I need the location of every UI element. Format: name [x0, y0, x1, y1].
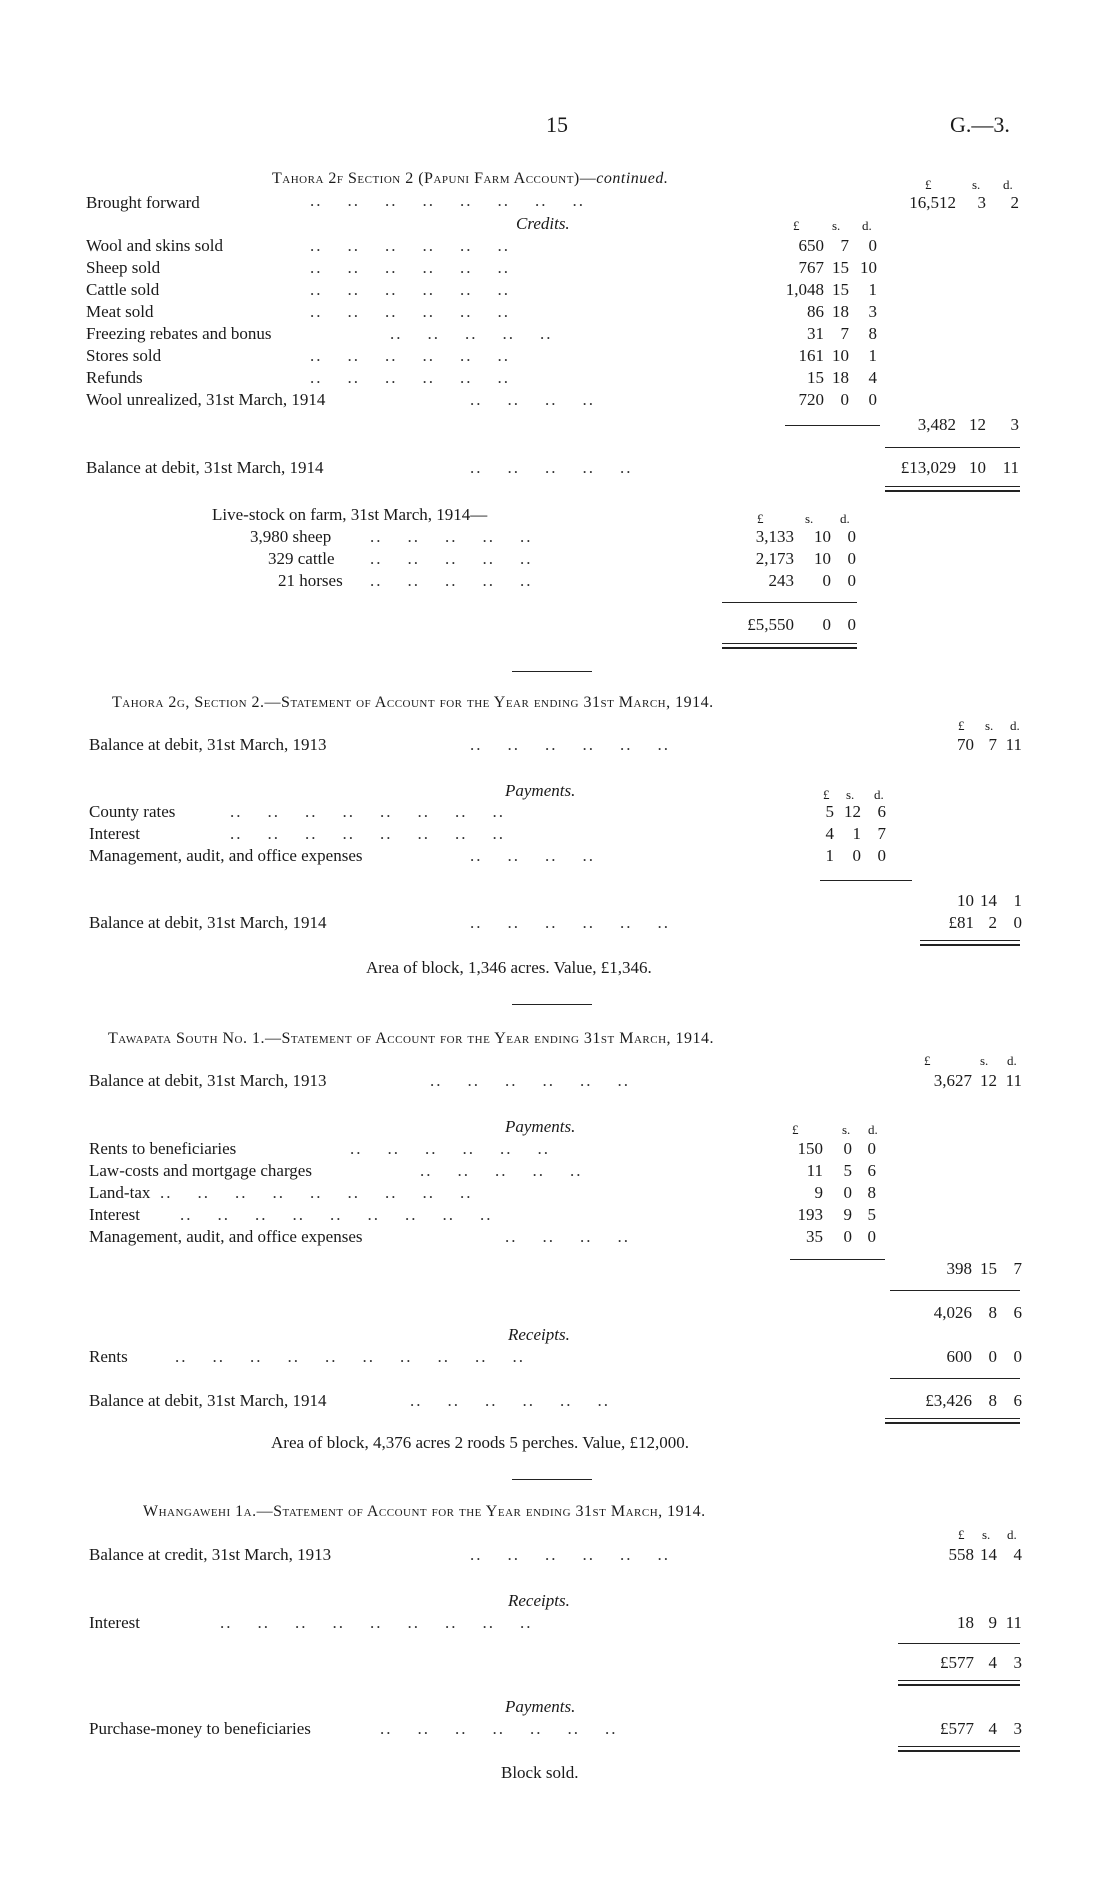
amount-shillings: 0: [843, 1183, 852, 1202]
double-rule: [898, 1680, 1020, 1686]
amount-shillings: 3: [977, 193, 986, 212]
amount-shillings: 0: [988, 1347, 997, 1366]
leader-dots: .. .. .. .. ..: [370, 527, 533, 546]
amount-pence: 11: [1005, 735, 1022, 754]
row-label: Freezing rebates and bonus: [86, 324, 272, 343]
leader-dots: .. .. .. .. .. ..: [470, 1545, 670, 1564]
leader-dots: .. .. .. .. ..: [390, 324, 553, 343]
amount-shillings: 4: [988, 1653, 997, 1672]
amount-shillings: 8: [988, 1391, 997, 1410]
amount-pence: 0: [868, 390, 877, 409]
amount-pence: 7: [877, 824, 886, 843]
amount-pence: 4: [1013, 1545, 1022, 1564]
amount-pounds: 4,026: [933, 1303, 972, 1322]
amount-shillings: 0: [822, 615, 831, 634]
section-separator: [512, 671, 592, 672]
divider: [890, 1378, 1020, 1379]
amount-pence: 0: [1013, 913, 1022, 932]
amount-shillings: 10: [814, 527, 831, 546]
double-rule: [885, 486, 1020, 492]
amount-pounds: 35: [806, 1227, 823, 1246]
leader-dots: .. .. .. .. .. ..: [310, 236, 510, 255]
amount-pence: 2: [1010, 193, 1019, 212]
amount-pence: 8: [867, 1183, 876, 1202]
column-header-pence: d.: [1003, 177, 1013, 192]
amount-pounds: 11: [806, 1161, 823, 1180]
leader-dots: .. .. .. .. .. .. .. ..: [230, 824, 505, 843]
row-label: Interest: [89, 1205, 140, 1224]
amount-pence: 1: [868, 346, 877, 365]
amount-pence: 5: [867, 1205, 876, 1224]
amount-shillings: 5: [843, 1161, 852, 1180]
double-rule: [920, 940, 1020, 946]
amount-shillings: 10: [969, 458, 986, 477]
receipts-heading: Receipts.: [508, 1591, 570, 1610]
column-header-shillings: s.: [980, 1053, 989, 1068]
leader-dots: .. .. .. .. .. .. .. ..: [230, 802, 505, 821]
amount-pounds: 650: [798, 236, 824, 255]
row-label: Rents to beneficiaries: [89, 1139, 237, 1158]
amount-pence: 0: [847, 549, 856, 568]
amount-pounds: 16,512: [909, 193, 956, 212]
area-note: Area of block, 4,376 acres 2 roods 5 perches. Value, £12,000.: [271, 1433, 689, 1452]
purchase-label: Purchase-money to beneficiaries: [89, 1719, 311, 1738]
row-label: Cattle sold: [86, 280, 160, 299]
amount-pounds: 3,627: [933, 1071, 972, 1090]
amount-pence: 0: [868, 236, 877, 255]
amount-pounds: 150: [797, 1139, 823, 1158]
amount-shillings: 14: [980, 891, 997, 910]
row-label: County rates: [89, 802, 176, 821]
divider: [722, 602, 857, 603]
amount-pence: 0: [877, 846, 886, 865]
amount-shillings: 2: [988, 913, 997, 932]
amount-pounds: 4: [825, 824, 834, 843]
leader-dots: .. .. .. .. ..: [370, 571, 533, 590]
amount-shillings: 9: [843, 1205, 852, 1224]
amount-pounds: 3,482: [917, 415, 956, 434]
column-header-pence: d.: [862, 218, 872, 233]
amount-pounds: 193: [797, 1205, 823, 1224]
amount-pounds: 18: [957, 1613, 974, 1632]
amount-shillings: 12: [980, 1071, 997, 1090]
column-header-shillings: s.: [805, 511, 814, 526]
amount-pence: 3: [868, 302, 877, 321]
amount-pence: 10: [860, 258, 877, 277]
divider: [820, 880, 912, 881]
row-label: Wool and skins sold: [86, 236, 223, 255]
section-title-continued: continued.: [596, 170, 669, 187]
payments-heading: Payments.: [505, 781, 576, 800]
column-header-pounds: £: [757, 511, 764, 526]
leader-dots: .. .. .. .. .. ..: [470, 913, 670, 932]
column-header-pounds: £: [924, 1053, 931, 1068]
row-label: 3,980 sheep: [250, 527, 332, 546]
column-header-pounds: £: [958, 1527, 965, 1542]
divider: [790, 1259, 885, 1260]
row-label: Wool unrealized, 31st March, 1914: [86, 390, 326, 409]
amount-pence: 3: [1013, 1719, 1022, 1738]
amount-pounds: 70: [957, 735, 974, 754]
amount-shillings: 18: [832, 368, 849, 387]
amount-pounds: £13,029: [900, 458, 956, 477]
amount-pounds: 10: [957, 891, 974, 910]
amount-pence: 6: [1013, 1391, 1022, 1410]
amount-pounds: 3,133: [755, 527, 794, 546]
amount-pence: 8: [868, 324, 877, 343]
amount-shillings: 15: [832, 258, 849, 277]
section-title-text: Tahora 2f Section 2 (Papuni Farm Account)—: [272, 170, 597, 187]
amount-shillings: 0: [852, 846, 861, 865]
leader-dots: .. .. .. .. .. .. .. .. .. ..: [175, 1347, 525, 1366]
amount-pence: 0: [847, 615, 856, 634]
leader-dots: .. .. .. .. ..: [370, 549, 533, 568]
amount-pence: 0: [867, 1227, 876, 1246]
column-header-pounds: £: [793, 218, 800, 233]
opening-balance-label: Balance at debit, 31st March, 1913: [89, 735, 327, 754]
divider: [890, 1290, 1020, 1291]
amount-pounds: 1,048: [785, 280, 824, 299]
amount-pounds: 9: [814, 1183, 823, 1202]
amount-pounds: £5,550: [747, 615, 794, 634]
amount-pence: 6: [867, 1161, 876, 1180]
amount-shillings: 18: [832, 302, 849, 321]
double-rule: [722, 643, 857, 649]
payments-heading: Payments.: [505, 1117, 576, 1136]
column-header-pence: d.: [868, 1122, 878, 1137]
amount-pence: 0: [867, 1139, 876, 1158]
amount-pence: 3: [1013, 1653, 1022, 1672]
amount-shillings: 7: [840, 324, 849, 343]
divider: [885, 447, 1020, 448]
leader-dots: .. .. .. .. .. .. .. .. ..: [160, 1183, 473, 1202]
amount-pounds: 767: [798, 258, 824, 277]
credits-heading: Credits.: [516, 214, 570, 233]
receipts-heading: Receipts.: [508, 1325, 570, 1344]
column-header-shillings: s.: [832, 218, 841, 233]
amount-shillings: 12: [844, 802, 861, 821]
amount-shillings: 10: [832, 346, 849, 365]
amount-shillings: 1: [852, 824, 861, 843]
section-title: Whangawehi 1a.—Statement of Account for the Year ending 31st March, 1914.: [143, 1503, 706, 1520]
leader-dots: .. .. .. .. .. ..: [470, 735, 670, 754]
amount-shillings: 0: [822, 571, 831, 590]
amount-shillings: 9: [988, 1613, 997, 1632]
amount-pounds: £3,426: [925, 1391, 972, 1410]
row-label: 329 cattle: [268, 549, 335, 568]
row-label: Refunds: [86, 368, 143, 387]
amount-shillings: 10: [814, 549, 831, 568]
amount-pence: 11: [1002, 458, 1019, 477]
double-rule: [898, 1746, 1020, 1752]
column-header-shillings: s.: [982, 1527, 991, 1542]
amount-pence: 4: [868, 368, 877, 387]
amount-shillings: 15: [980, 1259, 997, 1278]
page-number: 15: [546, 112, 568, 137]
column-header-shillings: s.: [842, 1122, 851, 1137]
livestock-heading: Live-stock on farm, 31st March, 1914—: [212, 505, 488, 524]
column-header-pence: d.: [840, 511, 850, 526]
leader-dots: .. .. .. ..: [470, 846, 595, 865]
amount-shillings: 7: [840, 236, 849, 255]
amount-pence: 11: [1005, 1613, 1022, 1632]
amount-pence: 7: [1013, 1259, 1022, 1278]
closing-balance-label: Balance at debit, 31st March, 1914: [89, 1391, 327, 1410]
amount-shillings: 12: [969, 415, 986, 434]
row-label: Sheep sold: [86, 258, 161, 277]
amount-shillings: 0: [840, 390, 849, 409]
column-header-shillings: s.: [985, 718, 994, 733]
amount-pounds: 31: [807, 324, 824, 343]
amount-pounds: £81: [948, 913, 974, 932]
column-header-shillings: s.: [846, 787, 855, 802]
brought-forward-label: Brought forward: [86, 193, 200, 212]
row-label: Management, audit, and office expenses: [89, 846, 363, 865]
opening-balance-label: Balance at debit, 31st March, 1913: [89, 1071, 327, 1090]
section-title: [272, 170, 668, 188]
amount-shillings: 14: [980, 1545, 997, 1564]
amount-pounds: 1: [825, 846, 834, 865]
amount-pence: 6: [1013, 1303, 1022, 1322]
leader-dots: .. .. .. .. .. ..: [310, 302, 510, 321]
amount-pounds: £577: [940, 1653, 974, 1672]
row-label: Interest: [89, 824, 140, 843]
section-title: Tawapata South No. 1.—Statement of Account for the Year ending 31st March, 1914.: [108, 1030, 715, 1047]
leader-dots: .. .. .. .. .. .. .. .. ..: [220, 1613, 533, 1632]
amount-pounds: 243: [768, 571, 794, 590]
leader-dots: .. .. .. .. .. ..: [430, 1071, 630, 1090]
leader-dots: .. .. .. .. .. ..: [350, 1139, 550, 1158]
block-note: Block sold.: [501, 1763, 579, 1782]
section-separator: [512, 1479, 592, 1480]
balance-label: Balance at debit, 31st March, 1914: [86, 458, 324, 477]
amount-shillings: 0: [843, 1227, 852, 1246]
amount-shillings: 7: [988, 735, 997, 754]
leader-dots: .. .. .. .. .. ..: [310, 258, 510, 277]
column-header-pence: d.: [1010, 718, 1020, 733]
amount-pounds: 600: [946, 1347, 972, 1366]
leader-dots: .. .. .. .. ..: [470, 458, 633, 477]
leader-dots: .. .. .. .. .. .. ..: [380, 1719, 618, 1738]
row-label: Meat sold: [86, 302, 154, 321]
amount-pounds: 15: [807, 368, 824, 387]
opening-balance-label: Balance at credit, 31st March, 1913: [89, 1545, 332, 1564]
amount-pounds: 720: [798, 390, 824, 409]
leader-dots: .. .. .. .. .. ..: [310, 346, 510, 365]
leader-dots: .. .. .. ..: [470, 390, 595, 409]
leader-dots: .. .. .. .. ..: [420, 1161, 583, 1180]
amount-pence: 6: [877, 802, 886, 821]
column-header-shillings: s.: [972, 177, 981, 192]
leader-dots: .. .. .. .. .. .. .. .. ..: [180, 1205, 493, 1224]
column-header-pounds: £: [823, 787, 830, 802]
amount-pounds: 161: [798, 346, 824, 365]
column-header-pence: d.: [874, 787, 884, 802]
row-label: Stores sold: [86, 346, 162, 365]
double-rule: [885, 1418, 1020, 1424]
interest-label: Interest: [89, 1613, 140, 1632]
leader-dots: .. .. .. .. .. ..: [310, 280, 510, 299]
row-label: 21 horses: [278, 571, 343, 590]
amount-pounds: 2,173: [755, 549, 794, 568]
column-header-pounds: £: [925, 177, 932, 192]
area-note: Area of block, 1,346 acres. Value, £1,346.: [366, 958, 652, 977]
divider: [785, 425, 880, 426]
amount-pounds: £577: [940, 1719, 974, 1738]
closing-balance-label: Balance at debit, 31st March, 1914: [89, 913, 327, 932]
amount-shillings: 0: [843, 1139, 852, 1158]
document-reference: G.—3.: [950, 112, 1010, 137]
row-label: Management, audit, and office expenses: [89, 1227, 363, 1246]
column-header-pence: d.: [1007, 1053, 1017, 1068]
section-separator: [512, 1004, 592, 1005]
leader-dots: .. .. .. ..: [505, 1227, 630, 1246]
column-header-pounds: £: [958, 718, 965, 733]
amount-pounds: 558: [948, 1545, 974, 1564]
amount-pounds: 5: [825, 802, 834, 821]
amount-pence: 11: [1005, 1071, 1022, 1090]
amount-pence: 0: [847, 527, 856, 546]
leader-dots: .. .. .. .. .. ..: [310, 368, 510, 387]
payments-heading: Payments.: [505, 1697, 576, 1716]
amount-pence: 3: [1010, 415, 1019, 434]
leader-dots: .. .. .. .. .. ..: [410, 1391, 610, 1410]
amount-shillings: 15: [832, 280, 849, 299]
leader-dots: .. .. .. .. .. .. .. ..: [310, 191, 585, 210]
amount-shillings: 8: [988, 1303, 997, 1322]
amount-pounds: 86: [807, 302, 824, 321]
column-header-pence: d.: [1007, 1527, 1017, 1542]
amount-shillings: 4: [988, 1719, 997, 1738]
amount-pounds: 398: [946, 1259, 972, 1278]
rents-label: Rents: [89, 1347, 128, 1366]
amount-pence: 0: [847, 571, 856, 590]
divider: [898, 1643, 1020, 1644]
row-label: Land-tax: [89, 1183, 151, 1202]
amount-pence: 1: [868, 280, 877, 299]
amount-pence: 1: [1013, 891, 1022, 910]
column-header-pounds: £: [792, 1122, 799, 1137]
section-title: Tahora 2g, Section 2.—Statement of Account for the Year ending 31st March, 1914.: [112, 694, 714, 711]
amount-pence: 0: [1013, 1347, 1022, 1366]
row-label: Law-costs and mortgage charges: [89, 1161, 312, 1180]
